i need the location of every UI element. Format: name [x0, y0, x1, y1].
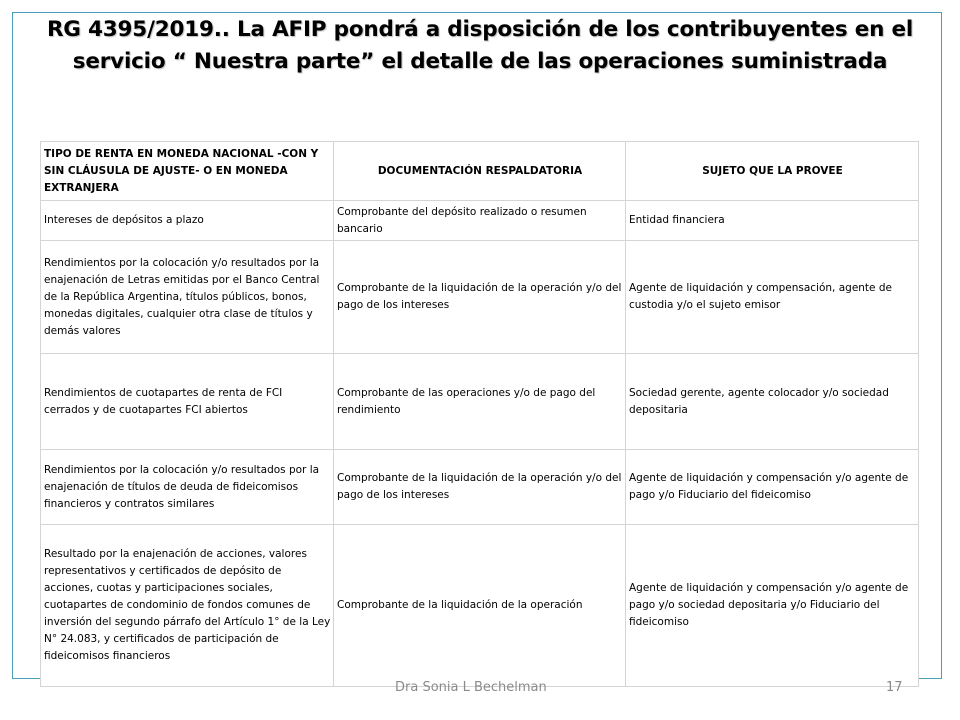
table-header-row	[41, 142, 919, 201]
operations-table-wrapper	[40, 141, 918, 687]
cell-documentation: Comprobante de las operaciones y/o de pago del rendimiento	[334, 354, 626, 450]
cell-provider: Agente de liquidación y compensación, agente de custodia y/o el sujeto emisor	[626, 241, 919, 354]
cell-provider: Agente de liquidación y compensación y/o agente de pago y/o Fiduciario del fideicomiso	[626, 450, 919, 525]
header-income-type: TIPO DE RENTA EN MONEDA NACIONAL -CON Y SIN CLÁUSULA DE AJUSTE- O EN MONEDA EXTRANJERA	[41, 142, 334, 201]
cell-documentation: Comprobante del depósito realizado o resumen bancario	[334, 201, 626, 241]
table-row	[41, 525, 919, 687]
cell-income-type: Rendimientos de cuotapartes de renta de FCI cerrados y de cuotapartes FCI abiertos	[41, 354, 334, 450]
cell-documentation: Comprobante de la liquidación de la operación y/o del pago de los intereses	[334, 450, 626, 525]
table-row	[41, 354, 919, 450]
slide-title: RG 4395/2019.. La AFIP pondrá a disposición de los contribuyentes en el servicio “ Nuestra parte” el detalle de las operaciones suministrada	[46, 17, 914, 74]
cell-documentation: Comprobante de la liquidación de la operación	[334, 525, 626, 687]
cell-provider: Sociedad gerente, agente colocador y/o sociedad depositaria	[626, 354, 919, 450]
table-row	[41, 450, 919, 525]
cell-income-type: Resultado por la enajenación de acciones, valores representativos y certificados de depósito de acciones, cuotas y participaciones sociales, cuotapartes de condominio de fondos comunes de inversión del segundo párrafo del Artículo 1° de la Ley N° 24.083, y certificados de participación de fideicomisos financieros	[41, 525, 334, 687]
table-row	[41, 201, 919, 241]
cell-provider: Entidad financiera	[626, 201, 919, 241]
slide-page-number: 17	[886, 680, 903, 695]
header-provider: SUJETO QUE LA PROVEE	[626, 142, 919, 201]
header-supporting-documentation: DOCUMENTACIÓN RESPALDATORIA	[334, 142, 626, 201]
cell-documentation: Comprobante de la liquidación de la operación y/o del pago de los intereses	[334, 241, 626, 354]
cell-income-type: Intereses de depósitos a plazo	[41, 201, 334, 241]
cell-income-type: Rendimientos por la colocación y/o resultados por la enajenación de títulos de deuda de fideicomisos financieros y contratos similares	[41, 450, 334, 525]
slide-footer-author: Dra Sonia L Bechelman	[395, 680, 547, 695]
operations-table	[40, 141, 919, 687]
table-row	[41, 241, 919, 354]
cell-income-type: Rendimientos por la colocación y/o resultados por la enajenación de Letras emitidas por el Banco Central de la República Argentina, títulos públicos, bonos, monedas digitales, cualquier otra clase de títulos y demás valores	[41, 241, 334, 354]
cell-provider: Agente de liquidación y compensación y/o agente de pago y/o sociedad depositaria y/o Fiduciario del fideicomiso	[626, 525, 919, 687]
